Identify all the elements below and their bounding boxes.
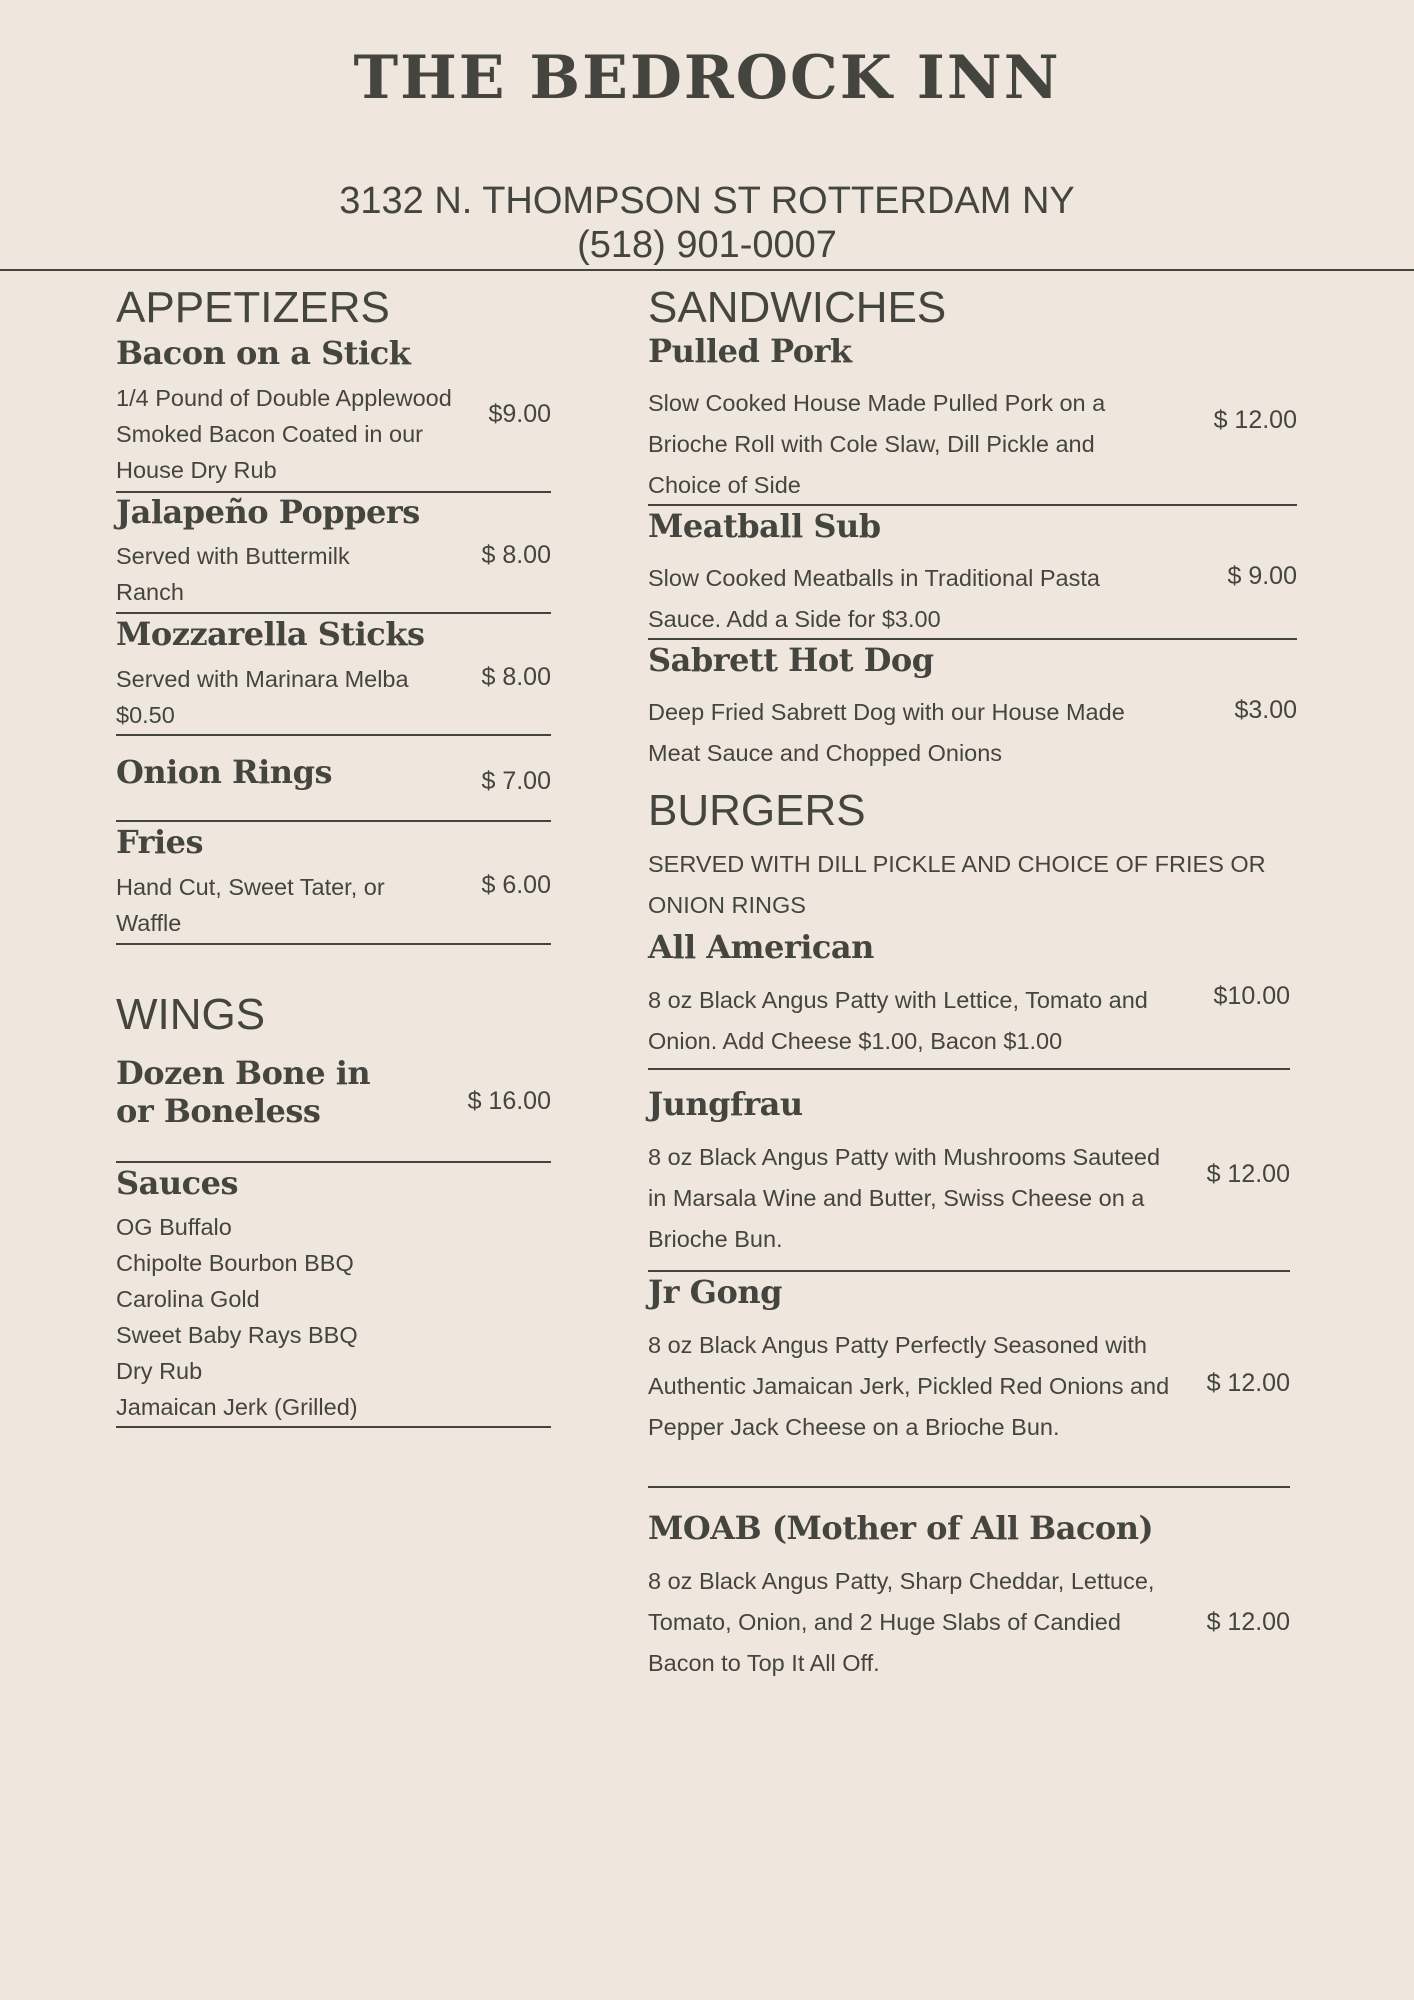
sandwich-name: Sabrett Hot Dog — [648, 641, 934, 679]
sauces-heading: Sauces — [116, 1164, 238, 1202]
appetizer-price: $9.00 — [488, 400, 551, 428]
appetizer-price: $ 8.00 — [481, 541, 551, 569]
burgers-heading: BURGERS — [648, 786, 866, 835]
burger-price: $ 12.00 — [1206, 1369, 1290, 1397]
sandwich-description: Slow Cooked House Made Pulled Pork on a Brioche Roll with Cole Slaw, Dill Pickle and Choice of Side — [648, 390, 1106, 498]
sandwich-price: $ 12.00 — [1213, 406, 1297, 434]
sauce-item: Carolina Gold — [116, 1286, 260, 1312]
appetizer-price: $ 6.00 — [481, 871, 551, 899]
sandwiches-heading: SANDWICHES — [648, 283, 947, 332]
item-divider — [116, 612, 551, 614]
appetizer-description: Hand Cut, Sweet Tater, or Waffle — [116, 874, 385, 936]
burger-description: 8 oz Black Angus Patty Perfectly Seasoned with Authentic Jamaican Jerk, Pickled Red Onions and Pepper Jack Cheese on a Brioche Bun. — [648, 1332, 1170, 1440]
item-divider — [648, 504, 1297, 506]
appetizer-name: Jalapeño Poppers — [116, 493, 420, 531]
burger-price: $ 12.00 — [1206, 1160, 1290, 1188]
burger-price: $10.00 — [1213, 982, 1290, 1010]
burger-name: Jr Gong — [648, 1273, 782, 1311]
sandwich-name: Meatball Sub — [648, 507, 881, 545]
sauce-item: Chipolte Bourbon BBQ — [116, 1250, 354, 1276]
sauce-item: Sweet Baby Rays BBQ — [116, 1322, 358, 1348]
restaurant-phone: (518) 901-0007 — [577, 224, 837, 266]
item-divider — [648, 1068, 1290, 1070]
sandwich-price: $3.00 — [1234, 696, 1297, 724]
wings-heading: WINGS — [116, 990, 266, 1039]
appetizer-name: Fries — [116, 823, 204, 861]
item-divider — [648, 638, 1297, 640]
item-divider — [116, 734, 551, 736]
appetizer-description: Served with Marinara Melba $0.50 — [116, 666, 409, 728]
appetizer-name: Mozzarella Sticks — [116, 615, 425, 653]
appetizers-heading: APPETIZERS — [116, 283, 390, 332]
burger-description: 8 oz Black Angus Patty, Sharp Cheddar, Lettuce, Tomato, Onion, and 2 Huge Slabs of Candied Bacon to Top It All Off. — [648, 1568, 1155, 1676]
sauce-item: OG Buffalo — [116, 1214, 232, 1240]
item-divider — [116, 1161, 551, 1163]
appetizer-description: Served with Buttermilk Ranch — [116, 543, 350, 605]
burger-name: MOAB (Mother of All Bacon) — [648, 1509, 1154, 1547]
appetizer-description: 1/4 Pound of Double Applewood Smoked Bacon Coated in our House Dry Rub — [116, 385, 452, 483]
sandwich-price: $ 9.00 — [1227, 562, 1297, 590]
burger-price: $ 12.00 — [1206, 1608, 1290, 1636]
burger-name: Jungfrau — [648, 1085, 803, 1123]
burgers-note: SERVED WITH DILL PICKLE AND CHOICE OF FRIES OR ONION RINGS — [648, 851, 1266, 918]
burger-name: All American — [648, 928, 874, 966]
item-divider — [648, 1270, 1290, 1272]
wings-price: $ 16.00 — [467, 1087, 551, 1115]
restaurant-address: 3132 N. THOMPSON ST ROTTERDAM NY — [339, 180, 1075, 222]
item-divider — [648, 1486, 1290, 1488]
appetizer-name: Onion Rings — [116, 753, 332, 791]
sandwich-description: Deep Fried Sabrett Dog with our House Made Meat Sauce and Chopped Onions — [648, 699, 1125, 766]
burger-description: 8 oz Black Angus Patty with Lettice, Tomato and Onion. Add Cheese $1.00, Bacon $1.00 — [648, 987, 1148, 1054]
item-divider — [116, 820, 551, 822]
sauce-item: Jamaican Jerk (Grilled) — [116, 1394, 358, 1420]
header-divider — [0, 269, 1414, 271]
sauce-item: Dry Rub — [116, 1358, 203, 1384]
appetizer-name: Bacon on a Stick — [116, 334, 411, 372]
item-divider — [116, 943, 551, 945]
appetizer-price: $ 7.00 — [481, 767, 551, 795]
item-divider — [116, 1426, 551, 1428]
restaurant-title: THE BEDROCK INN — [353, 43, 1061, 113]
appetizer-price: $ 8.00 — [481, 663, 551, 691]
burger-description: 8 oz Black Angus Patty with Mushrooms Sauteed in Marsala Wine and Butter, Swiss Cheese on a Brioche Bun. — [648, 1144, 1161, 1252]
sandwich-description: Slow Cooked Meatballs in Traditional Pasta Sauce. Add a Side for $3.00 — [648, 565, 1100, 632]
sandwich-name: Pulled Pork — [648, 332, 852, 370]
sauce-list — [116, 1209, 516, 1425]
wings-item-name: Dozen Bone in or Boneless — [116, 1054, 371, 1130]
